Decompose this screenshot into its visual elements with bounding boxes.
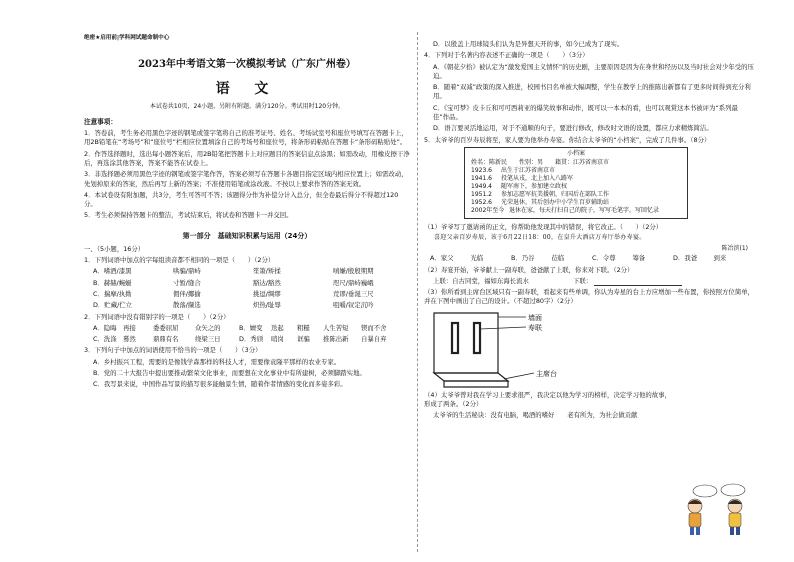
- stage-diagram: [424, 309, 754, 391]
- notice-item: 2．作答选择题时，选出每小题答案后，用2B铅笔把答题卡上对应题目的答案信息点涂黑；如需改动，用橡皮擦干净后，再选涂其他答案，答案不能答在试卷上。: [84, 149, 410, 167]
- q5-sub1-options: A．家父 光临 B．乃谷 莅临 C．令尊 筹备 D．我爸 到来: [430, 254, 727, 263]
- exam-info: 本试卷共10页，24小题，另附有附题。满分120分。考试用时120分钟。: [149, 102, 345, 110]
- section1-heading: 一、（5小题，16分）: [84, 244, 145, 253]
- q3-option-d: D．以殷盖上用球镜头们认为是异想天开的事，如今已成为了现实。: [433, 40, 624, 48]
- label-wall: 墙面: [528, 313, 542, 322]
- q5-sub3: （3）你所看到主席台区域只有一副寿联，看起来有些单调，你认为寿星的台上方应增加一些布置，你按照方位简单，并在下图中画出了自己的设计。（不超过80字）（2分）: [424, 288, 754, 306]
- timeline-row: 1949.4 随军南下，参加建立政权: [471, 183, 568, 191]
- q3-stem: 3．下列句子中加点的词语使用不恰当的一项是（ ）（3分）: [84, 346, 262, 355]
- notice-item: 3．非选择题必须用黑色字迹的钢笔或签字笔作答，答案必须写在答题卡各题目指定区域内相应位置上；如需改动，先划掉原来的答案，然后再写上新的答案；不准使用铅笔或涂改液。不按以上要求作答的答案无效。: [84, 170, 408, 188]
- q5-stem: 5．太爷爷的百岁寿辰将至，家人要为他举办寿宴。你结合太爷爷的“小档案”，完成了几件事。（8分）: [424, 135, 711, 144]
- q3-option: B．党的二十大报告中提出要推动繁荣文化事业，而要想在文化事业中有所建树，必须脚踏实地。: [93, 368, 366, 377]
- notice-heading: 注意事项：: [84, 117, 117, 126]
- q5-sub4-more: 太爷爷的生活秘诀：没有电脑，喝酒的嗜好 老有所为，为社会做贡献: [433, 411, 638, 420]
- couplet-up: 上联：自古同堂，福如东海长流水: [433, 276, 529, 285]
- q4-stem: 4．下列对于名著内容表述不正确的一项是（ ）（3分）: [424, 51, 589, 60]
- q2-stem: 2．下列词语中没有错别字的一项是（ ）（2分）: [84, 312, 230, 321]
- couplet-down-label: 下联：: [572, 276, 593, 285]
- q2-row: A．隐晦 再接 委委屈屈 众矢之的 B．嬗变 迭起 粗糙 人生苦短 锲而不舍: [93, 323, 387, 332]
- timeline-row: 1951.2 参加志愿军抗美援朝，归国后在部队工作: [471, 191, 610, 199]
- q5-sub4: （4）太爷爷曾对我在学习上要求很严，我决定以他为学习的榜样，决定学习他的故事，形成了两条。（2分）: [424, 390, 671, 408]
- notice-item: 1．答卷前，考生务必用黑色字迹的钢笔或签字笔将自己的准考证号、姓名、考场试室号和座位号填写在答题卡上，用2B铅笔在“考场号”和“座位号”栏相应位置填涂自己的考场号和座位号，将条形码粘贴在答题卡“条形码粘贴处”。: [84, 129, 408, 147]
- profile-box: [464, 147, 688, 219]
- column-divider: [417, 32, 418, 552]
- q1-row: B．赫赫/蜿蜒 寸暂/缝合 豁达/豁然 咫尺/鼎峙巍峨: [93, 278, 374, 287]
- couplet-line: [424, 277, 754, 286]
- q5-sub2: （2）寿宴开始，爷爷献上一副寿联，爸爸献了上联，你来对下联。（2分）: [424, 265, 634, 274]
- subject-title: 语 文: [215, 80, 279, 97]
- notice-item: 4．本试卷设有附加题，共3分，考生可答可不答；该题得分作为补偿分计入总分，但全卷最后得分不得超过120分。: [84, 190, 399, 209]
- label-couplet: 寿联: [528, 323, 542, 332]
- part1-heading: 第一部分 基础知识积累与运用（24分）: [182, 231, 312, 240]
- q4-option: B．随着“双减”政策的深入推进，校园书目名单被大幅调整，学生在教学上的推陈出新都有了更多时间得到充分利用。: [433, 83, 751, 101]
- timeline-row: 2002年至今 退休在家，每天打扫自己的院子，写写毛笔字，写回忆录: [471, 207, 660, 215]
- header-tag: 绝密★启用前|学科网试题命制中心: [84, 35, 170, 41]
- q5-sub1: （1）爷爷写了邀请函的正文，你帮助他发现其中的错误，将它改正。（ ）（2分）: [424, 222, 663, 231]
- timeline-row: 1923.6 出生于江苏省南京市: [471, 167, 556, 174]
- invitation-signature: 陈冶滨(1): [721, 244, 748, 252]
- exam-title: 2023年中考语文第一次模拟考试（广东广州卷）: [138, 59, 356, 71]
- left-column: [84, 34, 410, 391]
- q2-row: C．洗涤 蓦然 鼎鼎有名 绕梁三日 D．秀颀 哨岗 诓骗 推陈出新 自暴自弃: [93, 335, 387, 344]
- timeline-row: 1952.6 光荣退休，其后创办中小学生百岁辅助站: [471, 199, 610, 207]
- label-stage: 主席台: [536, 369, 557, 378]
- q1-row: A．嗜酒/漆黑 哄骗/鼎峙 笙箫/矫揉 嗔嫌/殷殷期期: [93, 267, 374, 276]
- right-column: [424, 34, 754, 422]
- q3-option: A．乡村振兴工程，需要的是像钱学森那样的科技人才，需要像袁隆平那样的农业专家。: [93, 357, 341, 366]
- timeline-row: 1941.6 投笔从戎，北上加入八路军: [471, 175, 574, 183]
- q1-row: D．贮藏/伫立 散落/撷选 炽热/耻辱 咀嚼/钗定沉吟: [93, 301, 374, 310]
- q1-stem: 1．下列词语中加点的字每组读音都不相同的一项是（ ）（2分）: [84, 256, 275, 265]
- q3-option: C．我写景来说，中国作品写景的描写很多能触景生情，随着作者情感的变化而多姿多彩。: [93, 380, 347, 389]
- invitation-quote: 喜迎父亲百岁寿辰，该于6月22日18：00，在皇升大酒店万寿厅举办寿宴。: [434, 233, 646, 241]
- q4-option: A．《朝花夕拾》被认定为“激发爱国主义情怀”的历史剧，主要原因是因为在身世和经历以及当时社会对少年受的压迫。: [433, 62, 754, 80]
- q1-row: C．揣摩/执拗 佣伴/揶揄 挑逗/绸缪 荒谬/垂涎三尺: [93, 289, 374, 298]
- children-illustration: [675, 482, 755, 538]
- diagram-illustration: [424, 309, 754, 391]
- q4-option: D．语言要灵活地运用，对于不通顺的句子，要进行修改，修改时文语的设置，都应力求精炼简洁。: [433, 124, 713, 133]
- q4-option: C．《宝可梦》皮卡丘和可可西莉亚的爆笑故事和动作，既可以一本本的看，也可以观赏这本书被评为“系列最佳”作品。: [433, 103, 738, 121]
- profile-head: 姓名：陈新民 性别：男 籍贯：江苏省南京市: [471, 158, 610, 166]
- profile-title: 小档案: [566, 149, 585, 157]
- couplet-answer-line[interactable]: [594, 278, 682, 286]
- notice-item: 5．考生必须保持答题卡的整洁，考试结束后，将试卷和答题卡一并交回。: [84, 211, 293, 220]
